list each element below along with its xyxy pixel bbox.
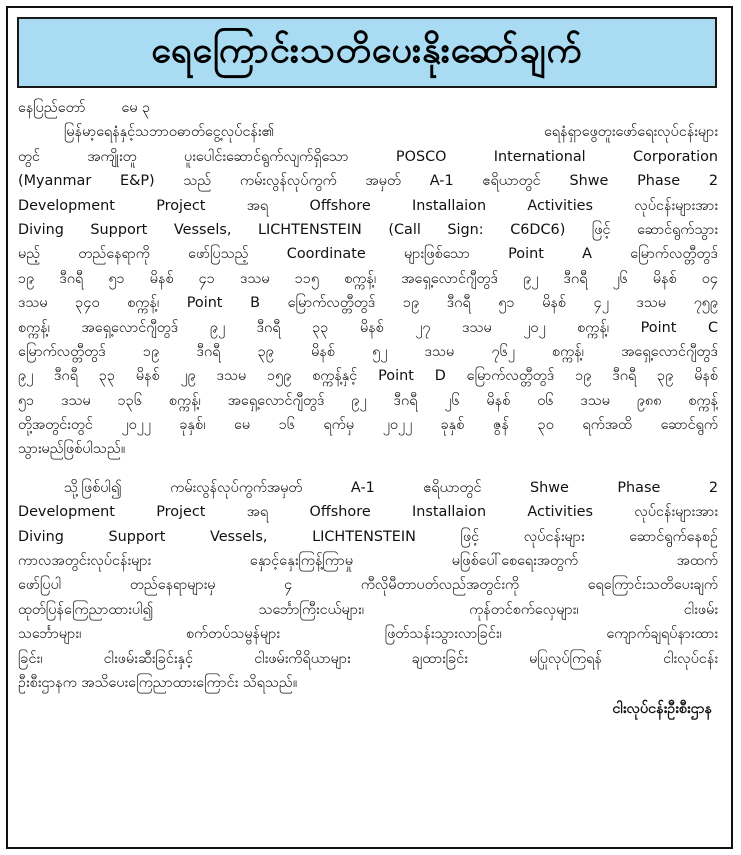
paragraph-line: စက္ကန့်၊ အရှေ့လောင်ဂျီတွဒ် ၉၂ ဒီဂရီ ၃၃ မိနစ် ၂၇ ဒသမ ၂၀၂ စက္ကန့်၊ Point C: [18, 319, 718, 336]
paragraph-line: ထုတ်ပြန်ကြေညာထားပါ၍ သင်္ဘောကြီးငယ်များ၊ ကုန်တင်စက်လှေများ၊ ငါးဖမ်း: [18, 601, 718, 618]
dateline-date: မေ ၃: [121, 100, 151, 116]
paragraph-line: (Myanmar E&P) သည် ကမ်းလွန်လုပ်ကွက် အမှတ် A-1 ဧရိယာတွင် Shwe Phase 2: [18, 173, 718, 190]
paragraph-line: ဒသမ ၃၄၀ စက္ကန့်၊ Point B မြောက်လတ္တီတွဒ် ၁၉ ဒီဂရီ ၅၁ မိနစ် ၄၂ ဒသမ ၇၅၉: [18, 295, 718, 312]
paragraph-line: ၁၉ ဒီဂရီ ၅၁ မိနစ် ၄၁ ဒသမ ၁၁၅ စက္ကန့်၊ အရှေ့လောင်ဂျီတွဒ် ၉၂ ဒီဂရီ ၂၆ မိနစ် ၀၄: [18, 270, 718, 287]
paragraph-line: ခြင်း၊ ငါးဖမ်းဆီးခြင်းနှင့် ငါးဖမ်းကိရိယာများ ချထားခြင်း မပြုလုပ်ကြရန် ငါးလုပ်ငန်း: [18, 650, 718, 667]
paragraph-line: တွင် အကျိုးတူ ပူးပေါင်းဆောင်ရွက်လျက်ရှိသော POSCO International Corporation: [18, 148, 718, 165]
paragraph-line: Diving Support Vessels, LICHTENSTEIN (Call Sign: C6DC6) ဖြင့် ဆောင်ရွက်သွား: [18, 221, 718, 238]
signature: ငါးလုပ်ငန်းဦးစီးဌာန: [612, 701, 712, 718]
paragraph-line: ၅၁ ဒသမ ၁၃၆ စက္ကန့်၊ အရှေ့လောင်ဂျီတွဒ် ၉၂ ဒီဂရီ ၂၆ မိနစ် ၀၆ ဒသမ ၉၈၈ စက္ကန့်: [18, 392, 718, 409]
notice-title: ရေကြောင်းသတိပေးနိုးဆော်ချက်: [151, 29, 583, 71]
paragraph-1: [18, 120, 718, 461]
paragraph-line: သွားမည်ဖြစ်ပါသည်။: [18, 441, 126, 458]
paragraph-line: မြန်မာ့ရေနံနှင့်သဘာဝဓာတ်ငွေ့လုပ်ငန်း၏ ရေနံရှာဖွေတူးဖော်ရေးလုပ်ငန်းများ: [64, 124, 718, 141]
paragraph-line: Development Project အရ Offshore Installaion Activities လုပ်ငန်းများအား: [18, 504, 718, 521]
paragraph-line: ကာလအတွင်းလုပ်ငန်းများ နှောင့်နှေးကြန့်ကြာမှု မဖြစ်ပေါ်စေရေးအတွက် အထက်: [18, 553, 718, 570]
paragraph-gap: [18, 462, 718, 476]
dateline: [18, 96, 718, 120]
paragraph-line: ဦးစီးဌာနက အသိပေးကြေညာထားကြောင်း သိရသည်။: [18, 674, 298, 691]
paragraph-line: သို့ဖြစ်ပါ၍ ကမ်းလွန်လုပ်ကွက်အမှတ် A-1 ဧရိယာတွင် Shwe Phase 2: [64, 479, 718, 496]
paragraph-line: ၉၂ ဒီဂရီ ၃၃ မိနစ် ၂၉ ဒသမ ၁၅၉ စက္ကန့်နှင့် Point D မြောက်လတ္တီတွဒ် ၁၉ ဒီဂရီ ၃၉ မိနစ်: [18, 368, 718, 385]
paragraph-line: သင်္ဘောများ၊ စက်တပ်သမ္ဗန်များ ဖြတ်သန်းသွားလာခြင်း၊ ကျောက်ချရပ်နားထား: [18, 626, 718, 643]
paragraph-line: Development Project အရ Offshore Installaion Activities လုပ်ငန်းများအား: [18, 197, 718, 214]
paragraph-line: တို့အတွင်းတွင် ၂၀၂၂ ခုနှစ်၊ မေ ၁၆ ရက်မှ ၂၀၂၂ ခုနှစ် ဇွန် ၃၀ ရက်အထိ ဆောင်ရွက်: [18, 417, 718, 434]
paragraph-line: ဖော်ပြပါ တည်နေရာများမှ ၄ ကီလိုမီတာပတ်လည်အတွင်းကို ရေကြောင်းသတိပေးချက်: [18, 577, 718, 594]
paragraph-2: [18, 476, 718, 696]
paragraph-line: Diving Support Vessels, LICHTENSTEIN ဖြင့် လုပ်ငန်းများ ဆောင်ရွက်နေစဉ်: [18, 528, 718, 545]
title-banner: [17, 17, 717, 88]
paragraph-line: မြောက်လတ္တီတွဒ် ၁၉ ဒီဂရီ ၃၉ မိနစ် ၅၂ ဒသမ ၇၆၂ စက္ကန့်၊ အရှေ့လောင်ဂျီတွဒ်: [18, 343, 718, 360]
dateline-place: နေပြည်တော်: [18, 100, 86, 116]
notice-body: [18, 96, 718, 722]
paragraph-line: မည့် တည်နေရာကို ဖော်ပြသည့် Coordinate များဖြစ်သော Point A မြောက်လတ္တီတွဒ်: [18, 246, 718, 263]
